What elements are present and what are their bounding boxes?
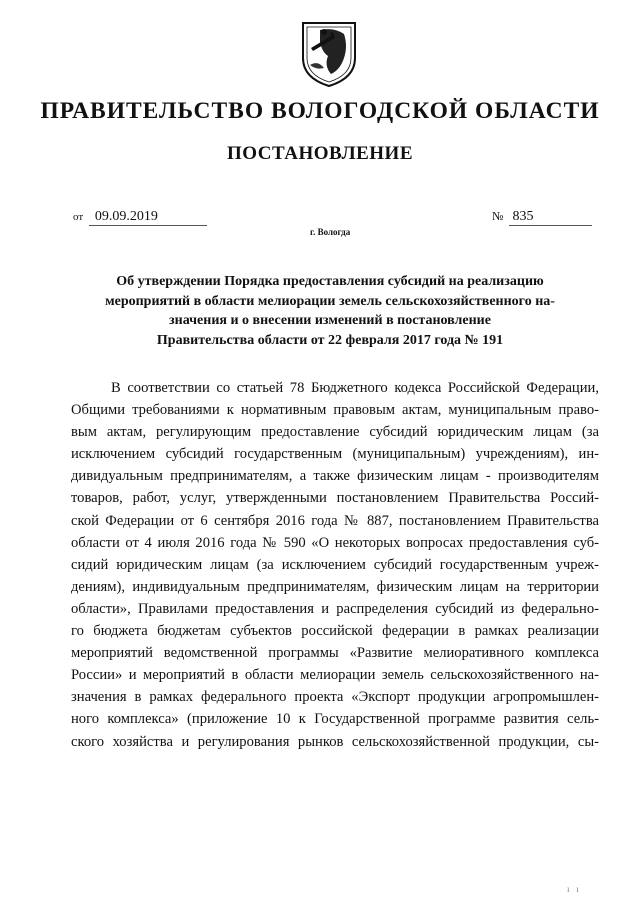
subject-line: Правительства области от 22 февраля 2017 года № 191 bbox=[156, 332, 504, 348]
date-field bbox=[73, 209, 207, 226]
organization-title: ПРАВИТЕЛЬСТВО ВОЛОГОДСКОЙ ОБЛАСТИ bbox=[40, 98, 600, 124]
body-line: ского хозяйства и регулирования рынков сельскохозяйственной продукции, сы- bbox=[71, 733, 599, 750]
body-line: области», Правилами предоставления и распределения субсидий из федерально- bbox=[71, 600, 599, 617]
body-line: ного комплекса» (приложение 10 к Государственной программе развития сель- bbox=[71, 711, 599, 728]
document-body bbox=[71, 377, 599, 753]
document-subject bbox=[70, 272, 590, 350]
body-line: дениям), индивидуальным предпринимателям, физическим лицам на территории bbox=[71, 578, 599, 595]
body-line: го бюджета бюджетам субъектов российской федерации в рамках реализации bbox=[71, 623, 599, 640]
subject-line: Об утверждении Порядка предоставления субсидий на реализацию bbox=[116, 274, 544, 289]
document-type-title: ПОСТАНОВЛЕНИЕ bbox=[226, 143, 414, 164]
body-line: исключением субсидий государственным (муниципальным) учреждениям), ин- bbox=[71, 446, 599, 463]
number-prefix: № bbox=[492, 209, 504, 223]
body-line: дивидуальным предпринимателям, а также физическим лицам - производителям bbox=[71, 468, 599, 485]
city-label: г. Вологда bbox=[310, 227, 351, 237]
body-line: ской Федерации от 6 сентября 2016 года № 887, постановлением Правительства bbox=[71, 512, 599, 529]
body-line: России» и мероприятий в области мелиорации земель сельскохозяйственного на- bbox=[71, 667, 599, 684]
date-value: 09.09.2019 bbox=[89, 209, 207, 226]
body-line: В соответствии со статьей 78 Бюджетного кодекса Российской Федерации, bbox=[111, 380, 599, 396]
body-line: значения в рамках федерального проекта «Экспорт продукции агропромышлен- bbox=[71, 689, 599, 706]
body-line: мероприятий ведомственной программы «Развитие мелиоративного комплекса bbox=[71, 645, 599, 662]
subject-line: мероприятий в области мелиорации земель сельскохозяйственного на- bbox=[105, 293, 555, 309]
vologda-coat-of-arms-icon bbox=[300, 20, 358, 88]
number-value: 835 bbox=[509, 209, 592, 226]
body-line: сидий юридическим лицам (за исключением субсидий государственным учреж- bbox=[71, 556, 599, 573]
subject-line: значения и о внесении изменений в постановление bbox=[169, 313, 491, 328]
body-line: товаров, работ, услуг, утвержденными постановлением Правительства Россий- bbox=[71, 490, 599, 507]
body-line: Общими требованиями к нормативным правовым актам, муниципальным право- bbox=[71, 402, 599, 419]
body-line: области от 4 июля 2016 года № 590 «О некоторых вопросах предоставления суб- bbox=[71, 534, 599, 551]
page-edge-marks: ı ı bbox=[567, 884, 579, 894]
date-prefix: от bbox=[73, 211, 84, 223]
body-line: вым актам, регулирующим предоставление субсидий юридическим лицам (за bbox=[71, 424, 599, 441]
number-field bbox=[492, 209, 592, 226]
